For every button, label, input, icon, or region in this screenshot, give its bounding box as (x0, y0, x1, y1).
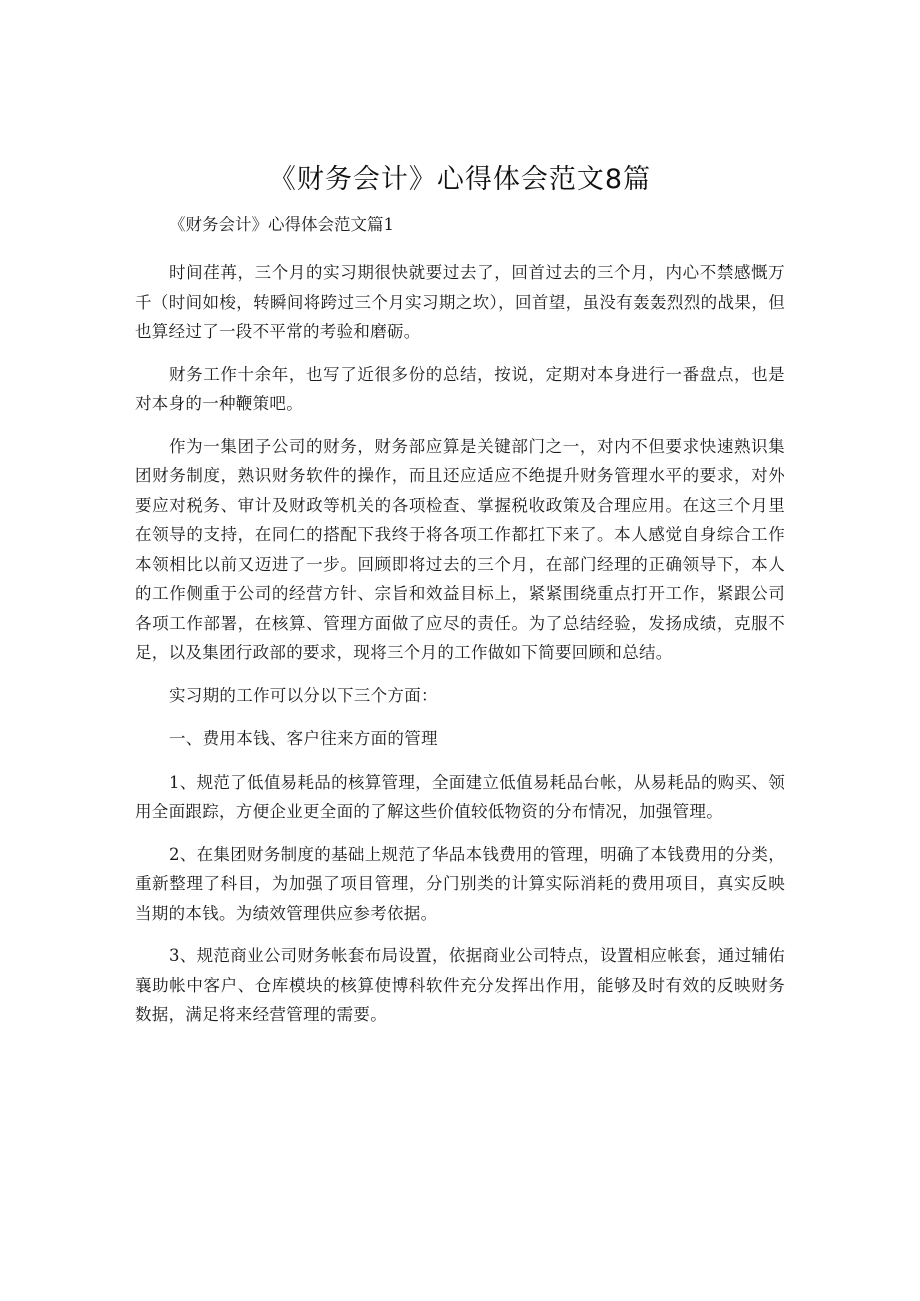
paragraph-section-heading: 一、费用本钱、客户往来方面的管理 (169, 729, 438, 748)
document-body (135, 210, 785, 1043)
paragraph-item-3: 3、规范商业公司财务帐套布局设置，依据商业公司特点，设置相应帐套，通过辅佑襄助帐中客户、仓库模块的核算使博科软件充分发挥出作用，能够及时有效的反映财务数据，满足将来经营管理的需要。 (135, 946, 785, 1024)
paragraph-item-2: 2、在集团财务制度的基础上规范了华品本钱费用的管理，明确了本钱费用的分类，重新整理了科目，为加强了项目管理，分门别类的计算实际消耗的费用项目，真实反映当期的本钱。为绩效管理供应参考依据。 (135, 844, 785, 923)
paragraph-experience: 财务工作十余年，也写了近很多份的总结，按说，定期对本身进行一番盘点，也是对本身的一种鞭策吧。 (135, 364, 785, 413)
paragraph-work-overview: 实习期的工作可以分以下三个方面： (169, 685, 438, 705)
document-title: 《财务会计》心得体会范文8篇 (268, 164, 652, 195)
paragraph-item-1: 1、规范了低值易耗品的核算管理，全面建立低值易耗品台帐，从易耗品的购买、领用全面跟踪，方便企业更全面的了解这些价值较低物资的分布情况，加强管理。 (135, 772, 785, 821)
paragraph-intro: 时间荏苒，三个月的实习期很快就要过去了，回首过去的三个月，内心不禁感慨万千（时间如梭，转瞬间将跨过三个月实习期之坎），回首望，虽没有轰轰烈烈的战果，但也算经过了一段不平常的考验和磨砺。 (135, 263, 785, 341)
paragraph-role: 作为一集团子公司的财务，财务部应算是关键部门之一，对内不但要求快速熟识集团财务制度，熟识财务软件的操作，而且还应适应不绝提升财务管理水平的要求，对外要应对税务、审计及财政等机关的各项检查、掌握税收政策及合理应用。在这三个月里在领导的支持，在同仁的搭配下我终于将各项工作都扛下来了。本人感觉自身综合工作本领相比以前又迈进了一步。回顾即将过去的三个月，在部门经理的正确领导下，本人的工作侧重于公司的经营方针、宗旨和效益目标上，紧紧围绕重点打开工作，紧跟公司各项工作部署，在核算、管理方面做了应尽的责任。为了总结经验，发扬成绩，克服不足，以及集团行政部的要求，现将三个月的工作做如下简要回顾和总结。 (135, 436, 785, 662)
section-subtitle: 《财务会计》心得体会范文篇1 (169, 215, 394, 234)
